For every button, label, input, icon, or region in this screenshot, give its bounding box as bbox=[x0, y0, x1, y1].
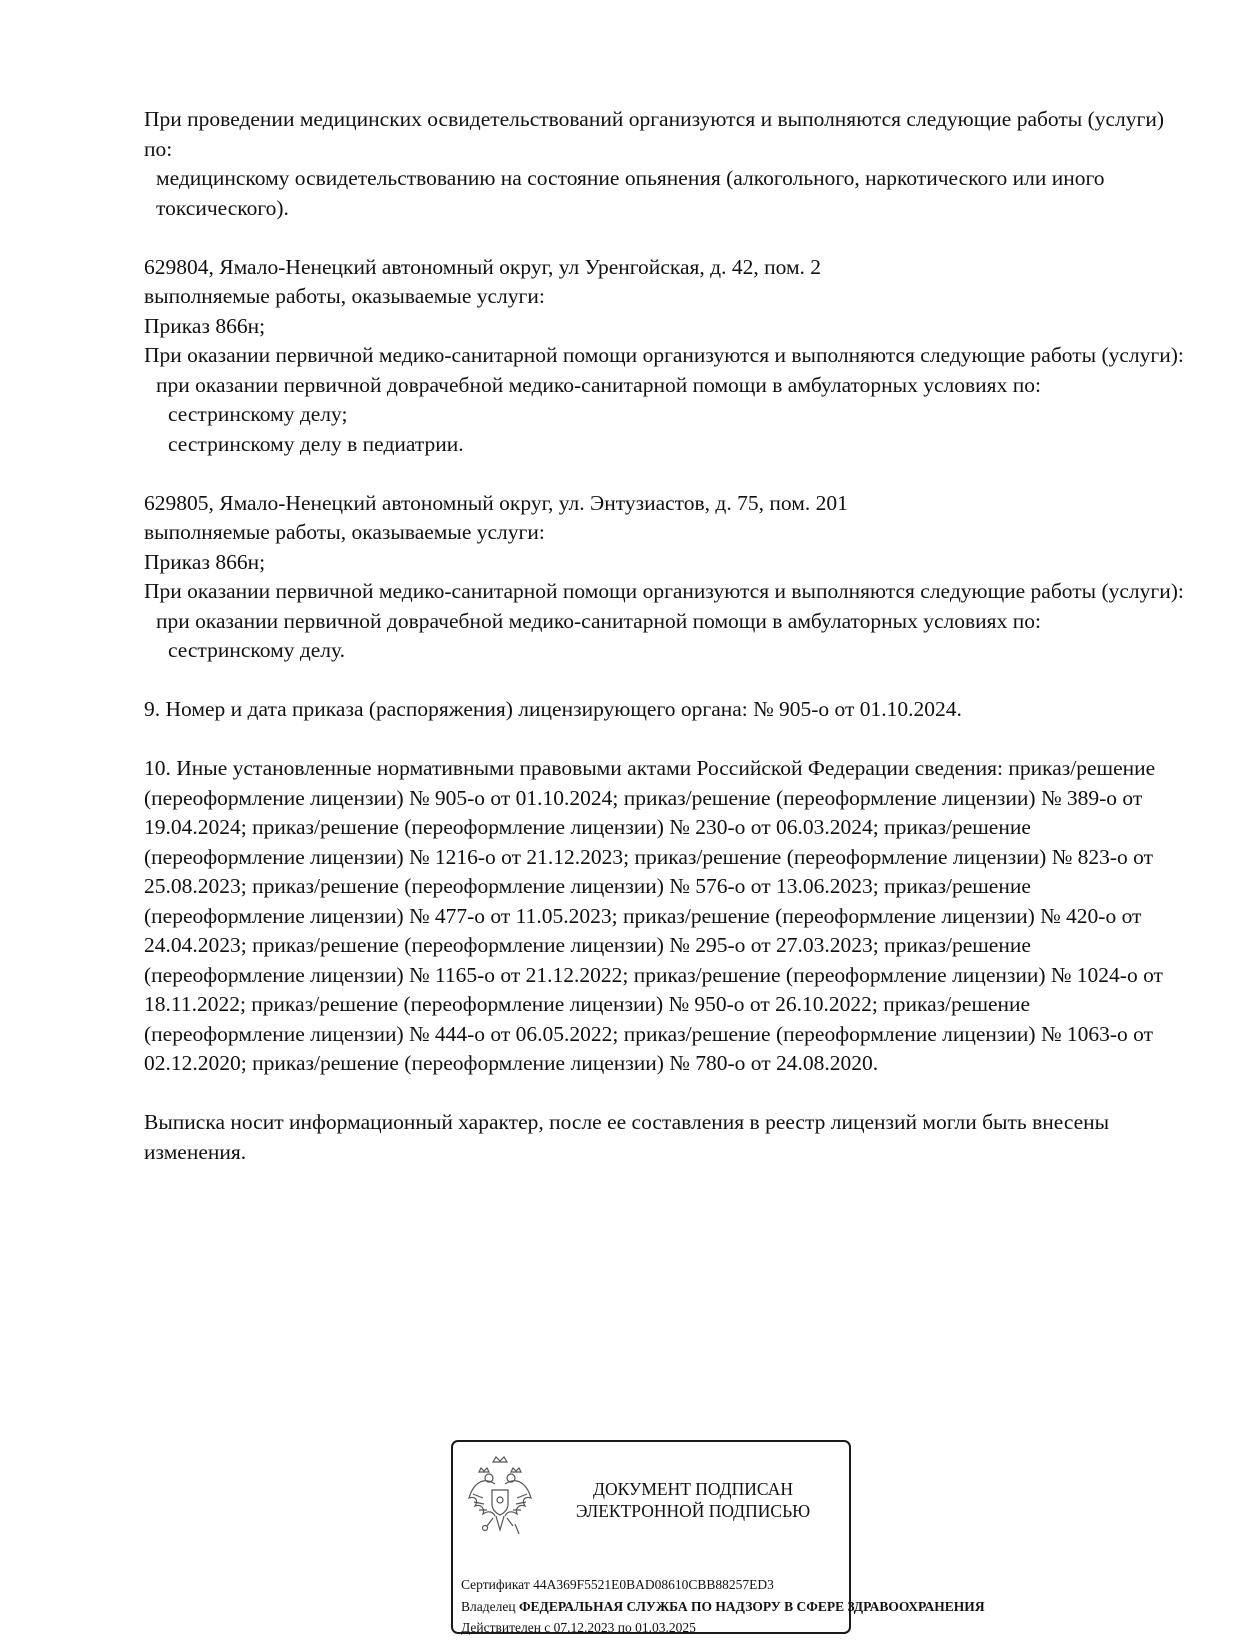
paragraph: 629805, Ямало-Ненецкий автономный округ, ул. Энтузиастов, д. 75, пом. 201 bbox=[144, 490, 848, 515]
paragraph-gap bbox=[144, 223, 1184, 253]
coat-of-arms-icon bbox=[465, 1454, 535, 1544]
stamp-certificate bbox=[461, 1576, 774, 1594]
paragraph: медицинскому освидетельствованию на состояние опьянения (алкогольного, наркотического или иного токсического). bbox=[156, 166, 1110, 220]
paragraph: выполняемые работы, оказываемые услуги: bbox=[144, 520, 545, 544]
stamp-heading-line2: ЭЛЕКТРОННОЙ ПОДПИСЬЮ bbox=[575, 1501, 811, 1521]
paragraph: выполняемые работы, оказываемые услуги: bbox=[144, 284, 545, 308]
paragraph-gap bbox=[144, 725, 1184, 755]
stamp-validity: Действителен с 07.12.2023 по 01.03.2025 bbox=[461, 1620, 696, 1635]
stamp-heading bbox=[543, 1478, 843, 1522]
document-body bbox=[144, 105, 1184, 1167]
owner-label: Владелец bbox=[461, 1599, 516, 1614]
owner-value: ФЕДЕРАЛЬНАЯ СЛУЖБА ПО НАДЗОРУ В СФЕРЕ ЗДРАВООХРАНЕНИЯ bbox=[518, 1599, 985, 1614]
paragraph-gap bbox=[144, 1079, 1184, 1109]
certificate-value: 44A369F5521E0BAD08610CBB88257ED3 bbox=[533, 1577, 774, 1592]
paragraph: сестринскому делу. bbox=[168, 638, 345, 662]
paragraph: Приказ 866н; bbox=[144, 313, 266, 338]
paragraph: 629804, Ямало-Ненецкий автономный округ, ул Уренгойская, д. 42, пом. 2 bbox=[144, 254, 822, 279]
paragraph: При оказании первичной медико-санитарной помощи организуются и выполняются следующие работы (услуги): bbox=[144, 343, 1184, 367]
certificate-label: Сертификат bbox=[461, 1577, 530, 1592]
paragraph-gap bbox=[144, 459, 1184, 489]
stamp-owner bbox=[461, 1598, 985, 1616]
stamp-heading-line1: ДОКУМЕНТ ПОДПИСАН bbox=[593, 1479, 793, 1499]
paragraph: сестринскому делу; bbox=[168, 402, 348, 426]
paragraph: сестринскому делу в педиатрии. bbox=[168, 431, 464, 456]
paragraph: Приказ 866н; bbox=[144, 549, 266, 574]
paragraph: Выписка носит информационный характер, после ее составления в реестр лицензий могли быть внесены изменения. bbox=[144, 1110, 1115, 1164]
paragraph: при оказании первичной доврачебной медико-санитарной помощи в амбулаторных условиях по: bbox=[156, 372, 1041, 397]
signature-stamp bbox=[451, 1440, 985, 1635]
paragraph: При оказании первичной медико-санитарной помощи организуются и выполняются следующие работы (услуги): bbox=[144, 579, 1184, 603]
paragraph: 10. Иные установленные нормативными правовыми актами Российской Федерации сведения: приказ/решение (переоформление лицензии) № 905-о от 01.10.2024; приказ/решение (переоформление лицензии) № 389-о от 19.04.2024; приказ/решение (переоформление лицензии) № 230-о от 06.03.2024; приказ/решение (переоформление лицензии) № 1216-о от 21.12.2023; приказ/решение (переоформление лицензии) № 823-о от 25.08.2023; приказ/решение (переоформление лицензии) № 576-о от 13.06.2023; приказ/решение (переоформление лицензии) № 477-о от 11.05.2023; приказ/решение (переоформление лицензии) № 420-о от 24.04.2023; приказ/решение (переоформление лицензии) № 295-о от 27.03.2023; приказ/решение (переоформление лицензии) № 1165-о от 21.12.2022; приказ/решение (переоформление лицензии) № 1024-о от 18.11.2022; приказ/решение (переоформление лицензии) № 950-о от 26.10.2022; приказ/решение (переоформление лицензии) № 444-о от 06.05.2022; приказ/решение (переоформление лицензии) № 1063-о от 02.12.2020; приказ/решение (переоформление лицензии) № 780-о от 24.08.2020. bbox=[144, 756, 1169, 1075]
paragraph-gap bbox=[144, 666, 1184, 696]
paragraph: при оказании первичной доврачебной медико-санитарной помощи в амбулаторных условиях по: bbox=[156, 608, 1041, 633]
paragraph: При проведении медицинских освидетельствований организуются и выполняются следующие работы (услуги) по: bbox=[144, 107, 1170, 161]
paragraph: 9. Номер и дата приказа (распоряжения) лицензирующего органа: № 905-о от 01.10.2024. bbox=[144, 697, 962, 721]
